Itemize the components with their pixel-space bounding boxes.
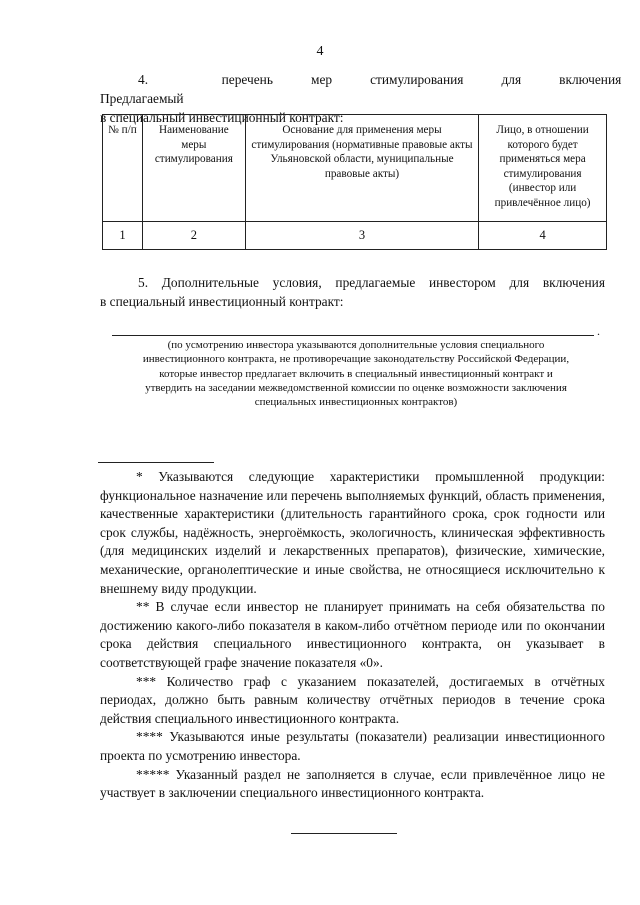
word: для [501,72,522,87]
hint-line: (по усмотрению инвестора указываются дополнительные условия специального [167,339,545,351]
footnote: *** Количество граф с указанием показателей, достигаемых в отчётных периодах, должно быть равным количеству отчётных периодов в течение срока действия специального инвестиционного контракта. [100,673,605,726]
word: мер [310,72,333,87]
header-cell-number: № п/п [103,115,143,222]
footnote: ** В случае если инвестор не планирует принимать на себя обязательства по достижению какого-либо показателя в каком-либо отчётном периоде или по окончании срока действия специального инвестиционного контракта, он указывает в соответствующей графе значение показателя «0». [100,599,605,670]
table-cell: 4 [479,222,607,250]
word: 4. Предлагаемый [100,72,184,106]
fill-in-line [112,335,594,336]
additional-conditions-hint [106,338,606,409]
hint-line: которые инвестор предлагает включить в специальный инвестиционный контракт и [159,367,553,380]
table-cell: 1 [103,222,143,250]
section-5-line-2: в специальный инвестиционный контракт: [100,294,344,309]
hint-line: утвердить на заседании межведомственной комиссии по оценке возможности заключения [145,381,567,394]
table-header-row [103,115,607,222]
section-4-line-1 [100,70,622,108]
word: стимулирования [370,72,464,87]
word: перечень [221,72,273,87]
table-row [103,222,607,250]
hint-line: специальных инвестиционных контрактов) [254,396,458,409]
word: включения [559,72,622,87]
footnote-separator [98,462,214,463]
fill-in-line-period: . [597,324,600,338]
table-cell: 2 [142,222,245,250]
header-cell-basis: Основание для применения меры стимулирования (нормативные правовые акты Ульяновской области, муниципальные правовые акты) [245,115,478,222]
end-separator [291,833,397,834]
page-number: 4 [316,44,324,59]
footnote: **** Указываются иные результаты (показатели) реализации инвестиционного проекта по усмотрению инвестора. [100,729,605,763]
header-cell-measure-name: Наименование меры стимулирования [142,115,245,222]
section-4-line-2: в специальный инвестиционный контракт: [100,110,344,125]
header-cell-person: Лицо, в отношении которого будет применяться мера стимулирования (инвестор или привлечённое лицо) [479,115,607,222]
section-5-line-1: 5. Дополнительные условия, предлагаемые инвестором для включения [138,275,605,290]
section-5-heading [100,273,605,311]
table-cell: 3 [245,222,478,250]
stimulus-measures-table [102,114,607,250]
footnote: ***** Указанный раздел не заполняется в случае, если привлечённое лицо не участвует в заключении специального инвестиционного контракта. [100,766,605,801]
footnotes [100,468,605,803]
footnote: * Указываются следующие характеристики промышленной продукции: функциональное назначение или перечень выполняемых функций, область применения, качественные характеристики (длительность гарантийного срока, срок годности или срок службы, надёжность, энергоёмкость, экологичность, клиническая эффективность (для медицинских изделий и лекарственных препаратов), физические, химические, механические, органолептические и иные свойства, не относящиеся исключительно к внешнему виду продукции. [100,469,605,596]
hint-line: инвестиционного контракта, не противоречащие законодательству Российской Федерации, [142,353,570,366]
